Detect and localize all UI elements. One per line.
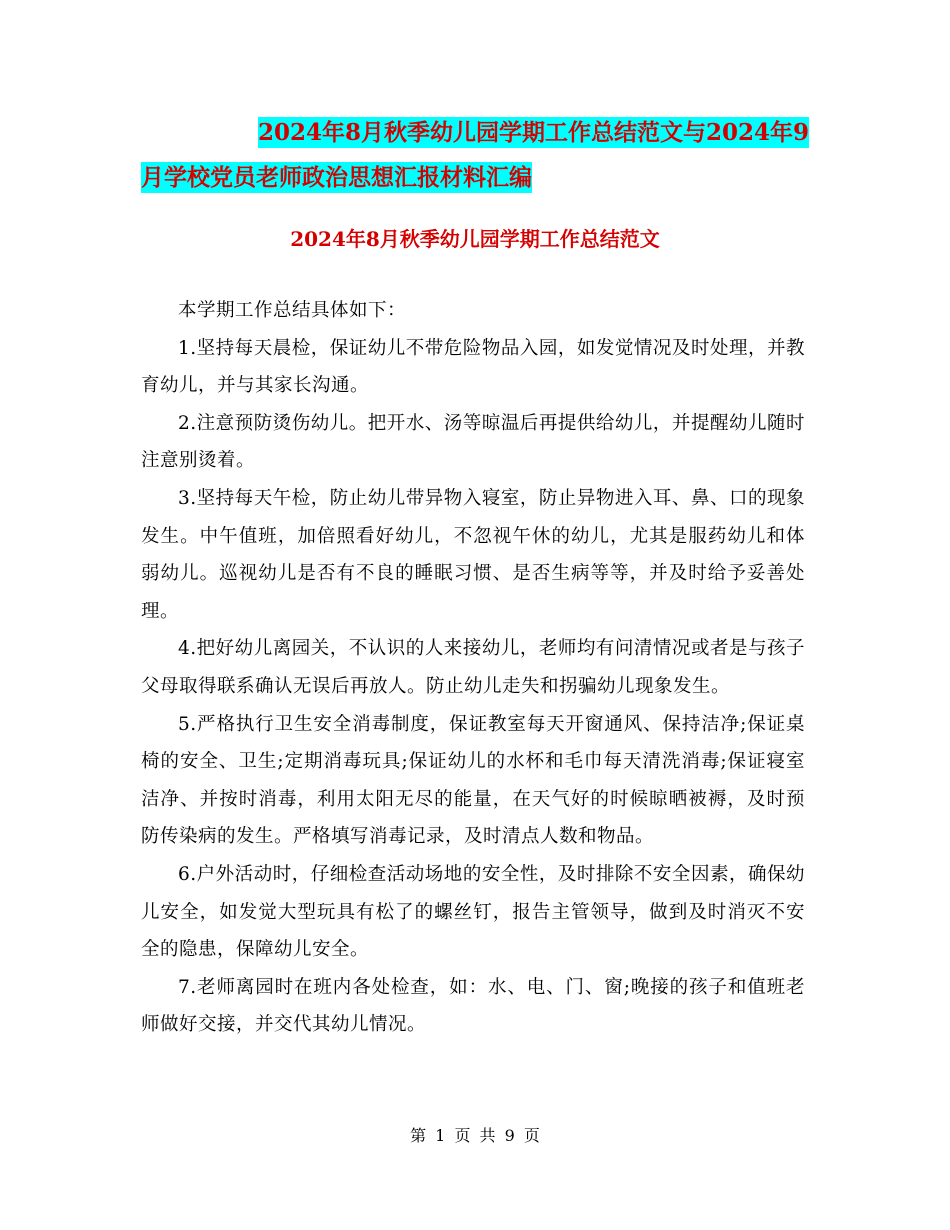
document-title-line-2 xyxy=(141,155,809,200)
document-title xyxy=(141,110,809,200)
paragraph-intro: 本学期工作总结具体如下： xyxy=(178,300,407,321)
document-body xyxy=(141,292,805,1044)
paragraph-item-2: 2.注意预防烫伤幼儿。把开水、汤等晾温后再提供给幼儿，并提醒幼儿随时注意别烫着。 xyxy=(141,412,805,472)
paragraph-item-3: 3.坚持每天午检，防止幼儿带异物入寝室，防止异物进入耳、鼻、口的现象发生。中午值班，加倍照看好幼儿，不忽视午休的幼儿，尤其是服药幼儿和体弱幼儿。巡视幼儿是否有不良的睡眠习惯、是否生病等等，并及时给予妥善处理。 xyxy=(141,487,805,622)
page-footer: 第 1 页 共 9 页 xyxy=(410,1126,540,1145)
paragraph-item-5: 5.严格执行卫生安全消毒制度，保证教室每天开窗通风、保持洁净;保证桌椅的安全、卫生;定期消毒玩具;保证幼儿的水杯和毛巾每天清洗消毒;保证寝室洁净、并按时消毒，利用太阳无尽的能量，在天气好的时候晾晒被褥，及时预防传染病的发生。严格填写消毒记录，及时清点人数和物品。 xyxy=(141,713,805,848)
paragraph-item-1: 1.坚持每天晨检，保证幼儿不带危险物品入园，如发觉情况及时处理，并教育幼儿，并与其家长沟通。 xyxy=(141,337,805,397)
paragraph-item-6: 6.户外活动时，仔细检查活动场地的安全性，及时排除不安全因素，确保幼儿安全，如发觉大型玩具有松了的螺丝钉，报告主管领导，做到及时消灭不安全的隐患，保障幼儿安全。 xyxy=(141,863,805,961)
paragraph-item-4: 4.把好幼儿离园关，不认识的人来接幼儿，老师均有问清情况或者是与孩子父母取得联系确认无误后再放人。防止幼儿走失和拐骗幼儿现象发生。 xyxy=(141,638,805,697)
title-highlight: 2024年8月秋季幼儿园学期工作总结范文与2024年9 xyxy=(257,119,809,146)
title-highlight: 月学校党员老师政治思想汇报材料汇编 xyxy=(141,164,532,191)
section-title: 2024年8月秋季幼儿园学期工作总结范文 xyxy=(290,227,660,251)
document-title-line-1 xyxy=(141,110,809,155)
paragraph-item-7: 7.老师离园时在班内各处检查，如：水、电、门、窗;晚接的孩子和值班老师做好交接，并交代其幼儿情况。 xyxy=(141,976,805,1036)
